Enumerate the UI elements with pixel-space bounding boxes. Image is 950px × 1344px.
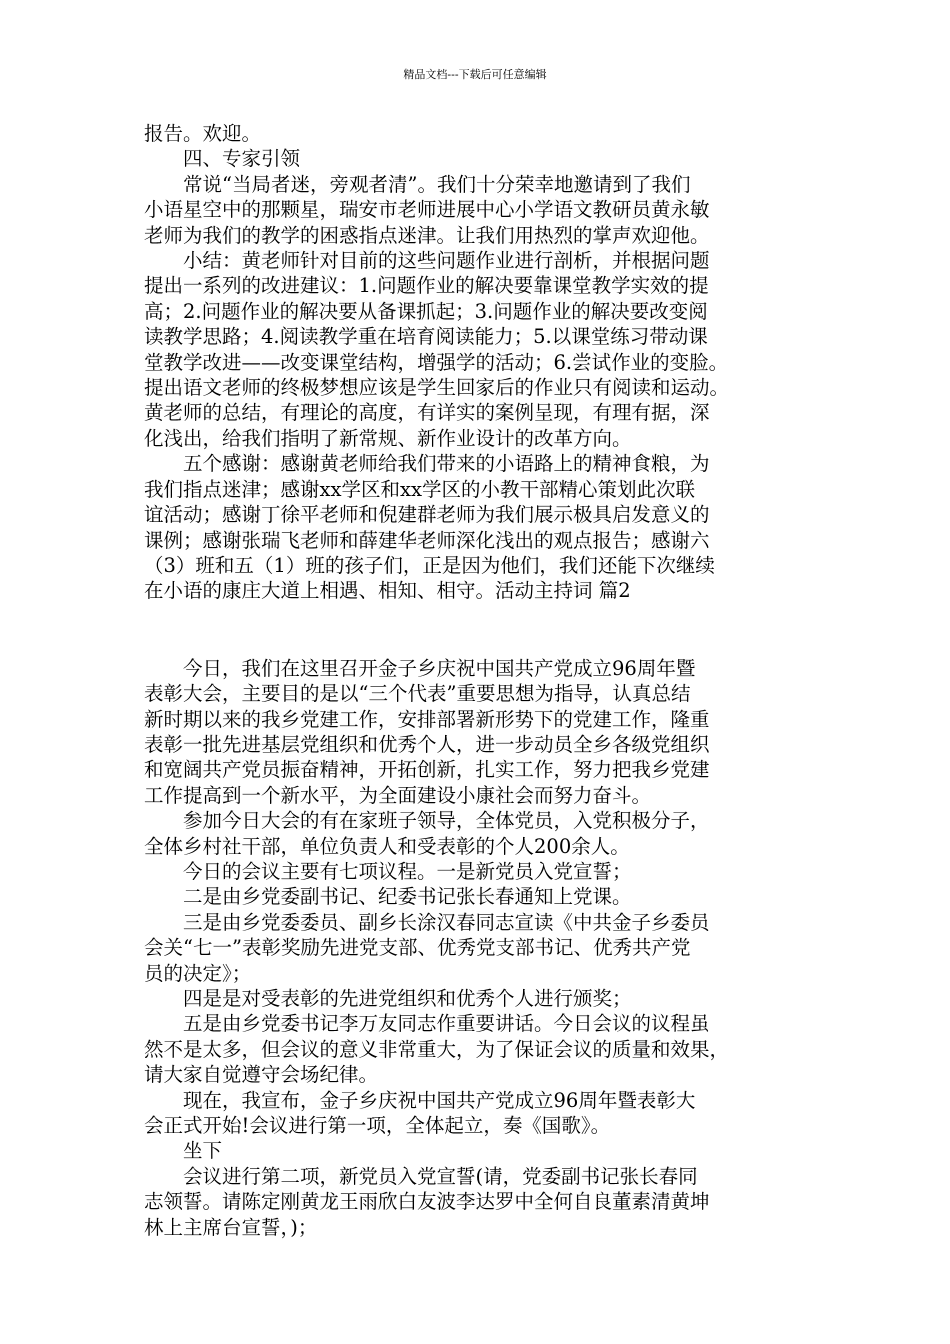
text-line: 然不是太多，但会议的意义非常重大，为了保证会议的质量和效果， — [144, 1037, 730, 1061]
text-line: 志领誓。请陈定刚黄龙王雨欣白友波李达罗中全何自良董素清黄坤 — [144, 1190, 710, 1214]
text-line: 现在，我宣布，金子乡庆祝中国共产党成立96周年暨表彰大 — [144, 1088, 696, 1112]
text-line: 会议进行第二项，新党员入党宣誓(请，党委副书记张长春同 — [144, 1164, 698, 1188]
text-line: 报告。欢迎。 — [144, 122, 262, 145]
text-line: （3）班和五（1）班的孩子们，正是因为他们，我们还能下次继续 — [144, 553, 715, 577]
text-line: 化浅出，给我们指明了新常规、新作业设计的改革方向。 — [144, 426, 632, 450]
text-line: 我们指点迷津；感谢xx学区和xx学区的小教干部精心策划此次联 — [144, 477, 695, 501]
text-line: 参加今日大会的有在家班子领导，全体党员，入党积极分子， — [144, 809, 710, 833]
text-line: 谊活动；感谢丁徐平老师和倪建群老师为我们展示极具启发意义的 — [144, 503, 710, 527]
text-line: 五个感谢：感谢黄老师给我们带来的小语路上的精神食粮，为 — [144, 452, 710, 476]
text-line: 二是由乡党委副书记、纪委书记张长春通知上党课。 — [144, 885, 632, 909]
text-line: 提出语文老师的终极梦想应该是学生回家后的作业只有阅读和运动。 — [144, 376, 730, 400]
text-line: 表彰一批先进基层党组织和优秀个人，进一步动员全乡各级党组织 — [144, 732, 710, 756]
text-line: 工作提高到一个新水平，为全面建设小康社会而努力奋斗。 — [144, 783, 652, 807]
text-line: 小结：黄老师针对目前的这些问题作业进行剖析，并根据问题 — [144, 249, 710, 273]
section-heading: 四、专家引领 — [144, 147, 301, 171]
text-line: 课例；感谢张瑞飞老师和薛建华老师深化浅出的观点报告；感谢六 — [144, 528, 710, 552]
text-line: 提出一系列的改进建议：1.问题作业的解决要靠课堂教学实效的提 — [144, 274, 709, 298]
text-line: 黄老师的总结，有理论的高度，有详实的案例呈现，有理有据，深 — [144, 401, 710, 425]
text-line: 和宽阔共产党员振奋精神，开拓创新，扎实工作，努力把我乡党建 — [144, 758, 710, 782]
text-line: 四是是对受表彰的先进党组织和优秀个人进行颁奖； — [144, 987, 632, 1010]
text-line: 堂教学改进——改变课堂结构，增强学的活动；6.尝试作业的变脸。 — [144, 350, 729, 374]
text-line: 全体乡村社干部，单位负责人和受表彰的个人200余人。 — [144, 834, 630, 858]
text-line: 老师为我们的教学的困惑指点迷津。让我们用热烈的掌声欢迎他。 — [144, 223, 710, 247]
text-line: 坐下 — [144, 1139, 223, 1163]
text-line: 在小语的康庄大道上相遇、相知、相守。活动主持词 篇2 — [144, 579, 631, 603]
text-line: 高；2.问题作业的解决要从备课抓起；3.问题作业的解决要改变阅 — [144, 299, 708, 323]
text-line: 今日的会议主要有七项议程。一是新党员入党宣誓； — [144, 859, 632, 883]
text-line: 新时期以来的我乡党建工作，安排部署新形势下的党建工作，隆重 — [144, 707, 710, 731]
page-header: 精品文档---下载后可任意编辑 — [403, 68, 547, 81]
text-line: 五是由乡党委书记李万友同志作重要讲话。今日会议的议程虽 — [144, 1012, 710, 1036]
text-line: 会关“七一”表彰奖励先进党支部、优秀党支部书记、优秀共产党 — [144, 936, 691, 960]
text-line: 常说“当局者迷，旁观者清”。我们十分荣幸地邀请到了我们 — [144, 172, 691, 196]
text-line: 小语星空中的那颗星，瑞安市老师进展中心小学语文教研员黄永敏 — [144, 198, 710, 222]
text-line: 读教学思路；4.阅读教学重在培育阅读能力；5.以课堂练习带动课 — [144, 325, 708, 349]
text-line: 表彰大会，主要目的是以“三个代表”重要思想为指导，认真总结 — [144, 682, 691, 706]
text-line: 请大家自觉遵守会场纪律。 — [144, 1063, 379, 1087]
text-line: 三是由乡党委委员、副乡长涂汉春同志宣读《中共金子乡委员 — [144, 910, 710, 934]
document-body — [144, 121, 824, 1240]
text-line: 员的决定》； — [144, 961, 252, 985]
paragraph-gap — [144, 604, 824, 656]
text-line: 林上主席台宣誓，)； — [144, 1215, 318, 1239]
text-line: 今日，我们在这里召开金子乡庆祝中国共产党成立96周年暨 — [144, 656, 696, 680]
text-line: 会正式开始!会议进行第一项，全体起立，奏《国歌》。 — [144, 1114, 611, 1138]
